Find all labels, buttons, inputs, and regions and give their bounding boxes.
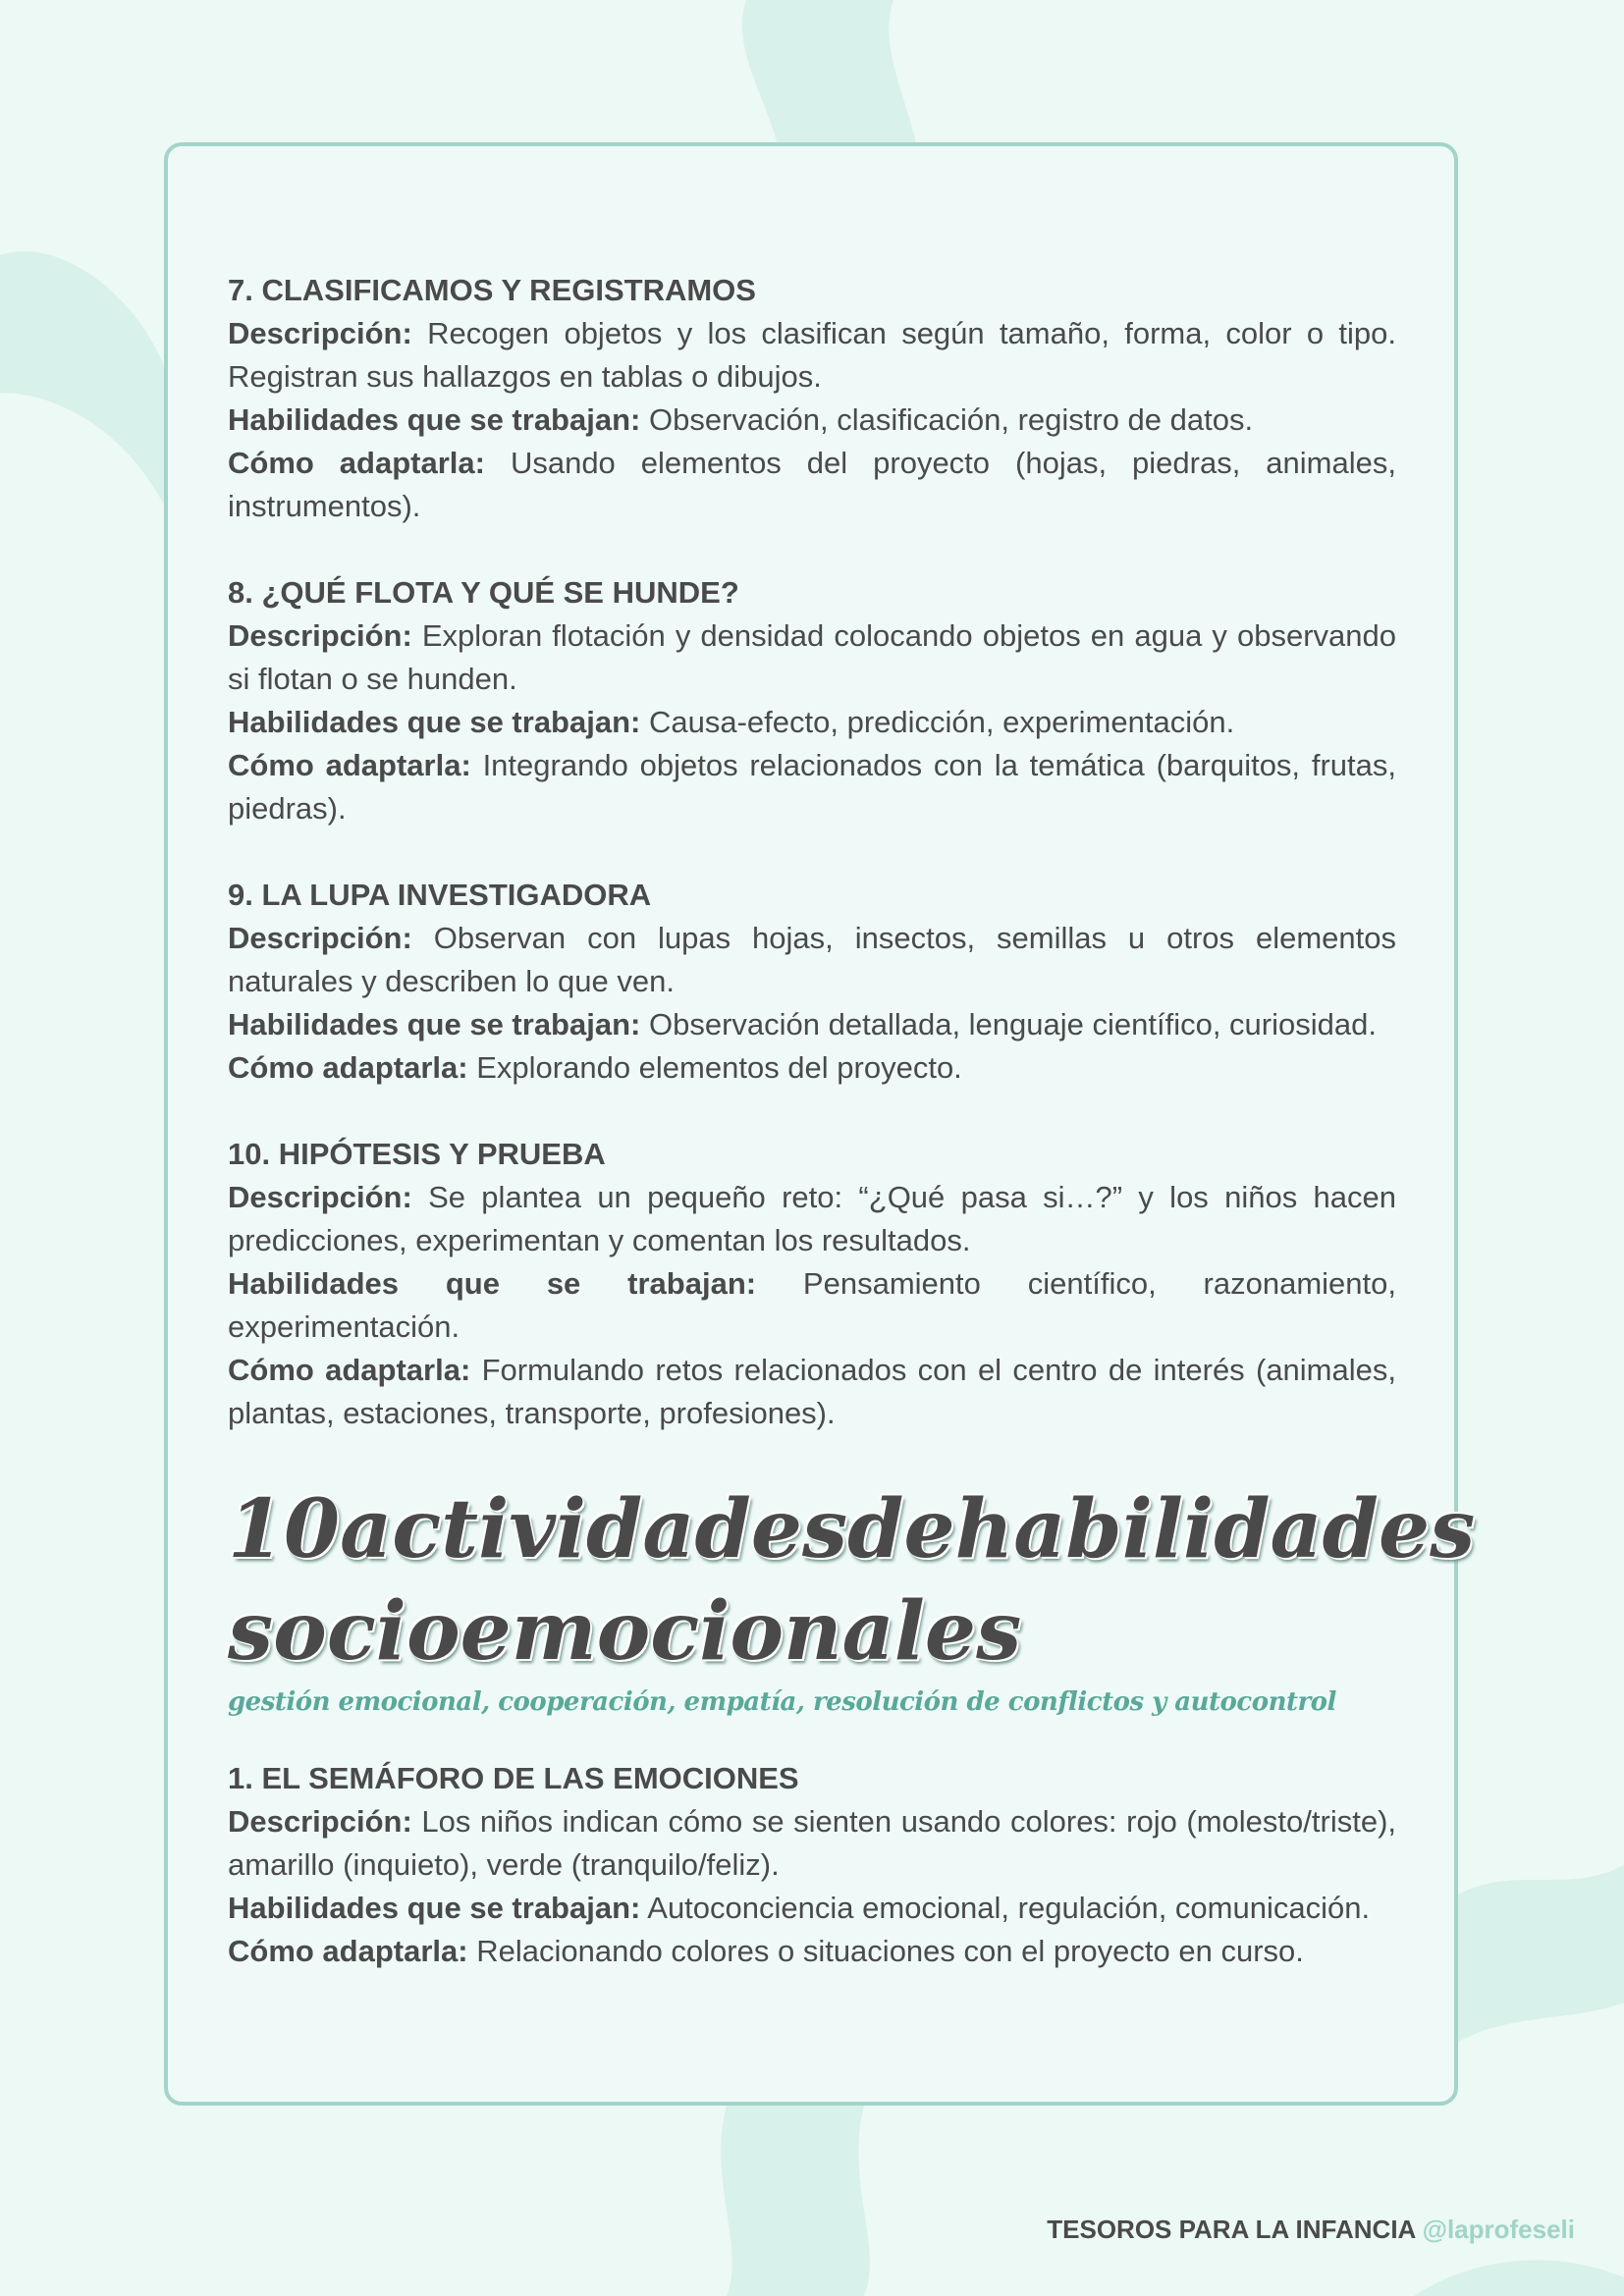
adaptation-label: Cómo adaptarla: — [228, 748, 471, 782]
description-label: Descripción: — [228, 1804, 412, 1839]
activity-title: 10. HIPÓTESIS Y PRUEBA — [228, 1137, 606, 1171]
activity-description — [228, 1800, 1396, 1887]
section-title — [228, 1478, 1476, 1682]
section-title-word: de — [847, 1482, 955, 1576]
activity-title: 8. ¿QUÉ FLOTA Y QUÉ SE HUNDE? — [228, 575, 739, 610]
activity-10 — [228, 1133, 1396, 1435]
description-label: Descripción: — [228, 618, 412, 653]
adaptation-text: Usando elementos del proyecto (hojas, piedras, animales, instrumentos). — [228, 446, 1396, 523]
adaptation-label: Cómo adaptarla: — [228, 1934, 468, 1968]
section-subtitle: gestión emocional, cooperación, empatía, resolución de conflictos y autocontrol — [228, 1687, 1336, 1717]
skills-label: Habilidades que se trabajan: — [228, 1007, 641, 1041]
activity-adaptation — [228, 744, 1396, 830]
activity-9 — [228, 874, 1396, 1090]
description-text: Se plantea un pequeño reto: “¿Qué pasa si…?” y los niños hacen predicciones, experimentan y comentan los resultados. — [228, 1180, 1396, 1257]
skills-text: Pensamiento científico, razonamiento, experimentación. — [228, 1266, 1396, 1344]
activity-description — [228, 614, 1396, 701]
description-label: Descripción: — [228, 1180, 412, 1214]
activity-adaptation — [228, 1046, 1396, 1090]
description-text: Exploran flotación y densidad colocando objetos en agua y observando si flotan o se hunden. — [228, 618, 1396, 696]
section-title-word: actividades — [340, 1482, 848, 1576]
adaptation-label: Cómo adaptarla: — [228, 446, 485, 480]
skills-label: Habilidades que se trabajan: — [228, 1891, 641, 1925]
description-label: Descripción: — [228, 316, 412, 350]
activity-skills — [228, 1887, 1396, 1930]
adaptation-label: Cómo adaptarla: — [228, 1353, 471, 1387]
activity-skills — [228, 1262, 1396, 1349]
activity-1-socioemotional — [228, 1757, 1396, 1973]
section-title-word: 10 — [228, 1482, 341, 1576]
adaptation-label: Cómo adaptarla: — [228, 1050, 468, 1085]
description-label: Descripción: — [228, 921, 412, 955]
skills-label: Habilidades que se trabajan: — [228, 1266, 757, 1301]
activity-description — [228, 917, 1396, 1003]
activity-title: 7. CLASIFICAMOS Y REGISTRAMOS — [228, 273, 756, 307]
section-title-line-1 — [228, 1478, 1476, 1580]
skills-label: Habilidades que se trabajan: — [228, 705, 641, 739]
section-title-line-2: socioemocionales — [228, 1584, 1022, 1679]
skills-label: Habilidades que se trabajan: — [228, 402, 641, 437]
activity-skills — [228, 399, 1396, 442]
description-text: Observan con lupas hojas, insectos, semillas u otros elementos naturales y describen lo que ven. — [228, 921, 1396, 998]
activity-title: 1. EL SEMÁFORO DE LAS EMOCIONES — [228, 1761, 799, 1795]
footer-credit — [1047, 2215, 1575, 2245]
skills-text: Observación detallada, lenguaje científico, curiosidad. — [640, 1007, 1377, 1041]
adaptation-text: Relacionando colores o situaciones con el proyecto en curso. — [467, 1934, 1304, 1968]
footer-handle: @laprofeseli — [1422, 2215, 1575, 2244]
activity-skills — [228, 701, 1396, 744]
activity-8 — [228, 571, 1396, 830]
activity-7 — [228, 269, 1396, 528]
adaptation-text: Integrando objetos relacionados con la temática (barquitos, frutas, piedras). — [228, 748, 1396, 826]
activity-adaptation — [228, 1930, 1396, 1973]
skills-text: Autoconciencia emocional, regulación, comunicación. — [640, 1891, 1371, 1925]
skills-text: Causa-efecto, predicción, experimentación. — [640, 705, 1235, 739]
adaptation-text: Formulando retos relacionados con el centro de interés (animales, plantas, estaciones, transporte, profesiones). — [228, 1353, 1396, 1430]
activity-description — [228, 1176, 1396, 1262]
description-text: Recogen objetos y los clasifican según tamaño, forma, color o tipo. Registran sus hallazgos en tablas o dibujos. — [228, 316, 1396, 394]
activity-skills — [228, 1003, 1396, 1046]
footer-brand: TESOROS PARA LA INFANCIA — [1047, 2215, 1416, 2244]
skills-text: Observación, clasificación, registro de datos. — [640, 402, 1254, 437]
activity-description — [228, 312, 1396, 399]
description-text: Los niños indican cómo se sienten usando colores: rojo (molesto/triste), amarillo (inquieto), verde (tranquilo/feliz). — [228, 1804, 1396, 1882]
adaptation-text: Explorando elementos del proyecto. — [467, 1050, 962, 1085]
activity-title: 9. LA LUPA INVESTIGADORA — [228, 878, 652, 912]
section-title-word: habilidades — [954, 1482, 1476, 1576]
activity-adaptation — [228, 442, 1396, 528]
document-body — [228, 269, 1476, 2016]
activity-adaptation — [228, 1349, 1396, 1435]
